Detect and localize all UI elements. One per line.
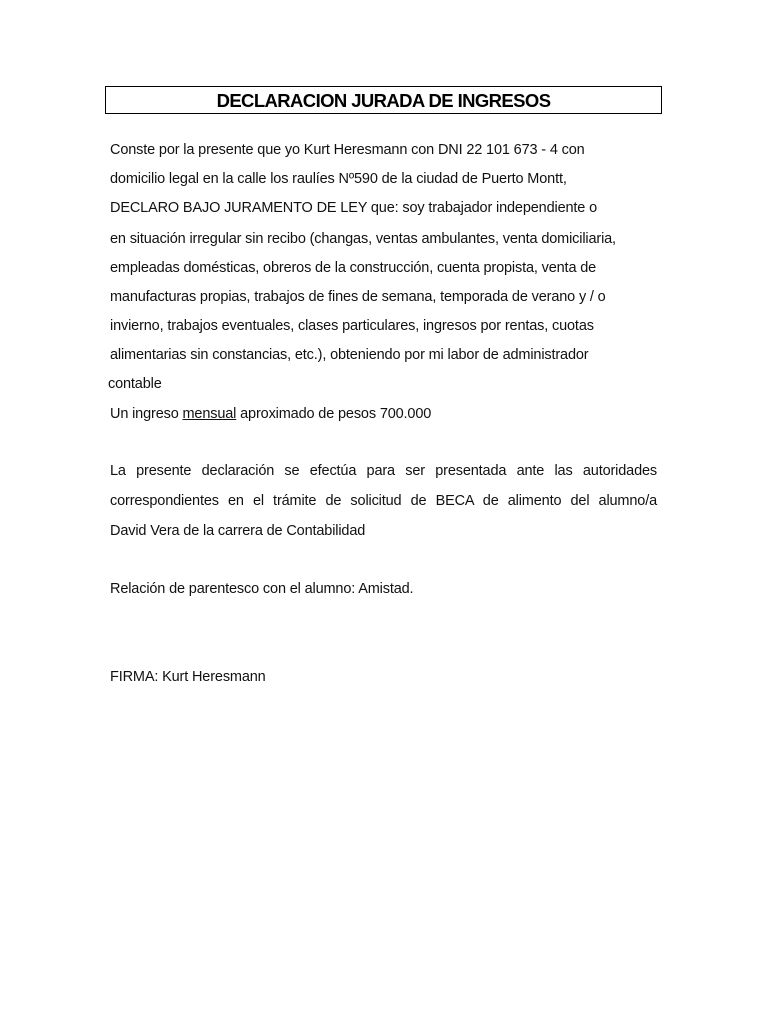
paragraph1-line-1: Conste por la presente que yo Kurt Heresmann con DNI 22 101 673 - 4 con (110, 142, 585, 158)
paragraph2-line-1: La presente declaración se efectúa para ser presentada ante las autoridades (110, 463, 657, 479)
paragraph1-line-4: en situación irregular sin recibo (changas, ventas ambulantes, venta domiciliaria, (110, 231, 616, 247)
income-underlined-word: mensual (182, 406, 237, 422)
paragraph1-line-2: domicilio legal en la calle los raulíes Nº590 de la ciudad de Puerto Montt, (110, 171, 567, 187)
paragraph2-line-3: David Vera de la carrera de Contabilidad (110, 523, 366, 539)
paragraph1-line-3: DECLARO BAJO JURAMENTO DE LEY que: soy trabajador independiente o (110, 200, 597, 216)
relationship-line: Relación de parentesco con el alumno: Amistad. (110, 581, 414, 597)
title-box (105, 86, 662, 114)
paragraph1-line-5: empleadas domésticas, obreros de la construcción, cuenta propista, venta de (110, 260, 597, 276)
signature-line: FIRMA: Kurt Heresmann (110, 669, 266, 685)
document-title: DECLARACION JURADA DE INGRESOS (216, 90, 551, 111)
paragraph1-line-8: alimentarias sin constancias, etc.), obteniendo por mi labor de administrador (110, 347, 589, 363)
income-prefix: Un ingreso (110, 406, 183, 422)
paragraph2-line-2: correspondientes en el trámite de solicitud de BECA de alimento del alumno/a (110, 493, 657, 509)
paragraph1-line-9: contable (108, 376, 162, 392)
income-suffix: aproximado de pesos 700.000 (236, 406, 432, 422)
paragraph1-line-7: invierno, trabajos eventuales, clases particulares, ingresos por rentas, cuotas (110, 318, 594, 334)
paragraph1-line-6: manufacturas propias, trabajos de fines de semana, temporada de verano y / o (110, 289, 606, 305)
income-line (110, 405, 431, 423)
